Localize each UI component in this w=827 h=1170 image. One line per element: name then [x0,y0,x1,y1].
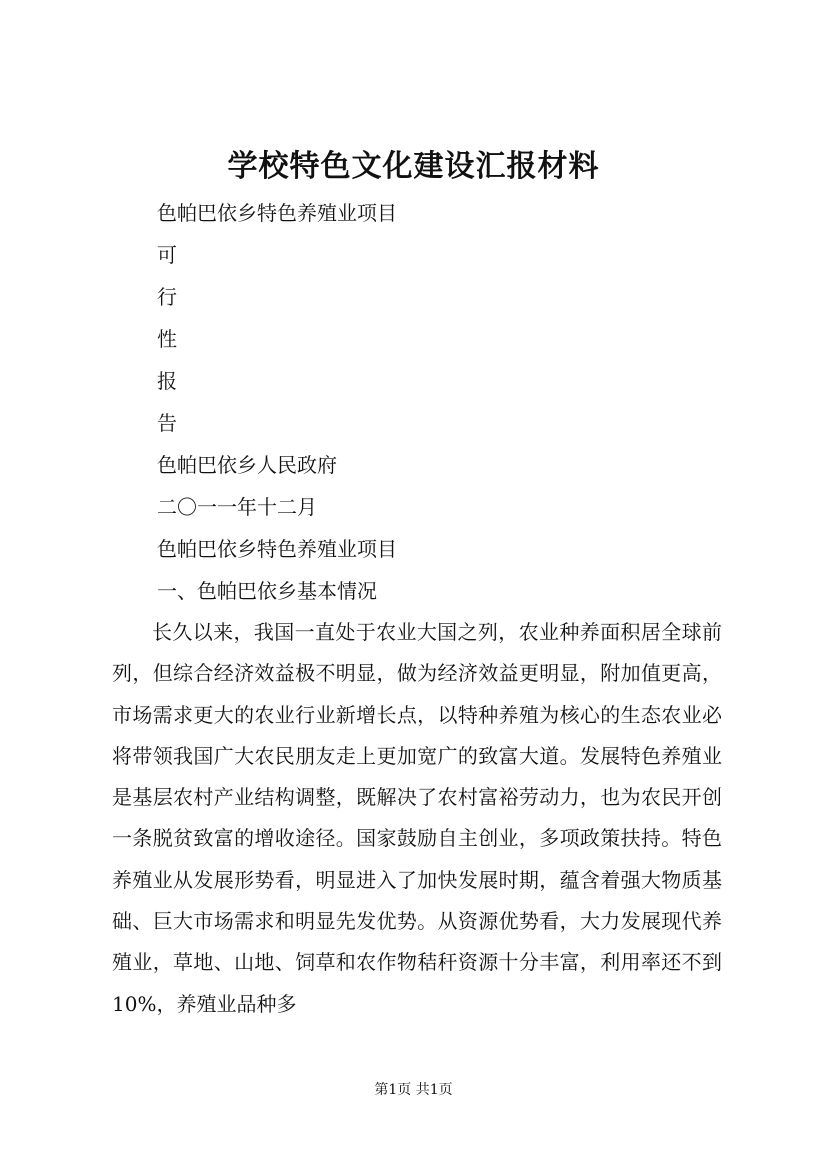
line-char-ke: 可 [157,243,177,267]
section-heading: 一、色帕巴依乡基本情况 [157,579,377,603]
line-government: 色帕巴依乡人民政府 [157,453,337,477]
line-date: 二〇一一年十二月 [157,495,317,519]
line-char-xing2: 性 [157,327,177,351]
body-paragraph: 长久以来，我国一直处于农业大国之列，农业种养面积居全球前列，但综合经济效益极不明显，做为经济效益更明显，附加值更高，市场需求更大的农业行业新增长点，以特种养殖为核心的生态农业必将带领我国广大农民朋友走上更加宽广的致富大道。发展特色养殖业是基层农村产业结构调整，既解决了农村富裕劳动力，也为农民开创一条脱贫致富的增收途径。国家鼓励自主创业，多项政策扶持。特色养殖业从发展形势看，明显进入了加快发展时期，蕴含着强大物质基础、巨大市场需求和明显先发优势。从资源优势看，大力发展现代养殖业，草地、山地、饲草和农作物秸秆资源十分丰富，利用率还不到10%，养殖业品种多 [112,620,722,1016]
line-char-bao: 报 [157,369,177,393]
line-char-xing: 行 [157,285,177,309]
heading-lines [157,192,717,612]
line-project-name: 色帕巴依乡特色养殖业项目 [157,201,397,225]
document-title: 学校特色文化建设汇报材料 [227,149,600,184]
line-char-gao: 告 [157,411,177,435]
line-project-name-repeat: 色帕巴依乡特色养殖业项目 [157,537,397,561]
page-footer: 第1页 共1页 [374,1082,453,1098]
